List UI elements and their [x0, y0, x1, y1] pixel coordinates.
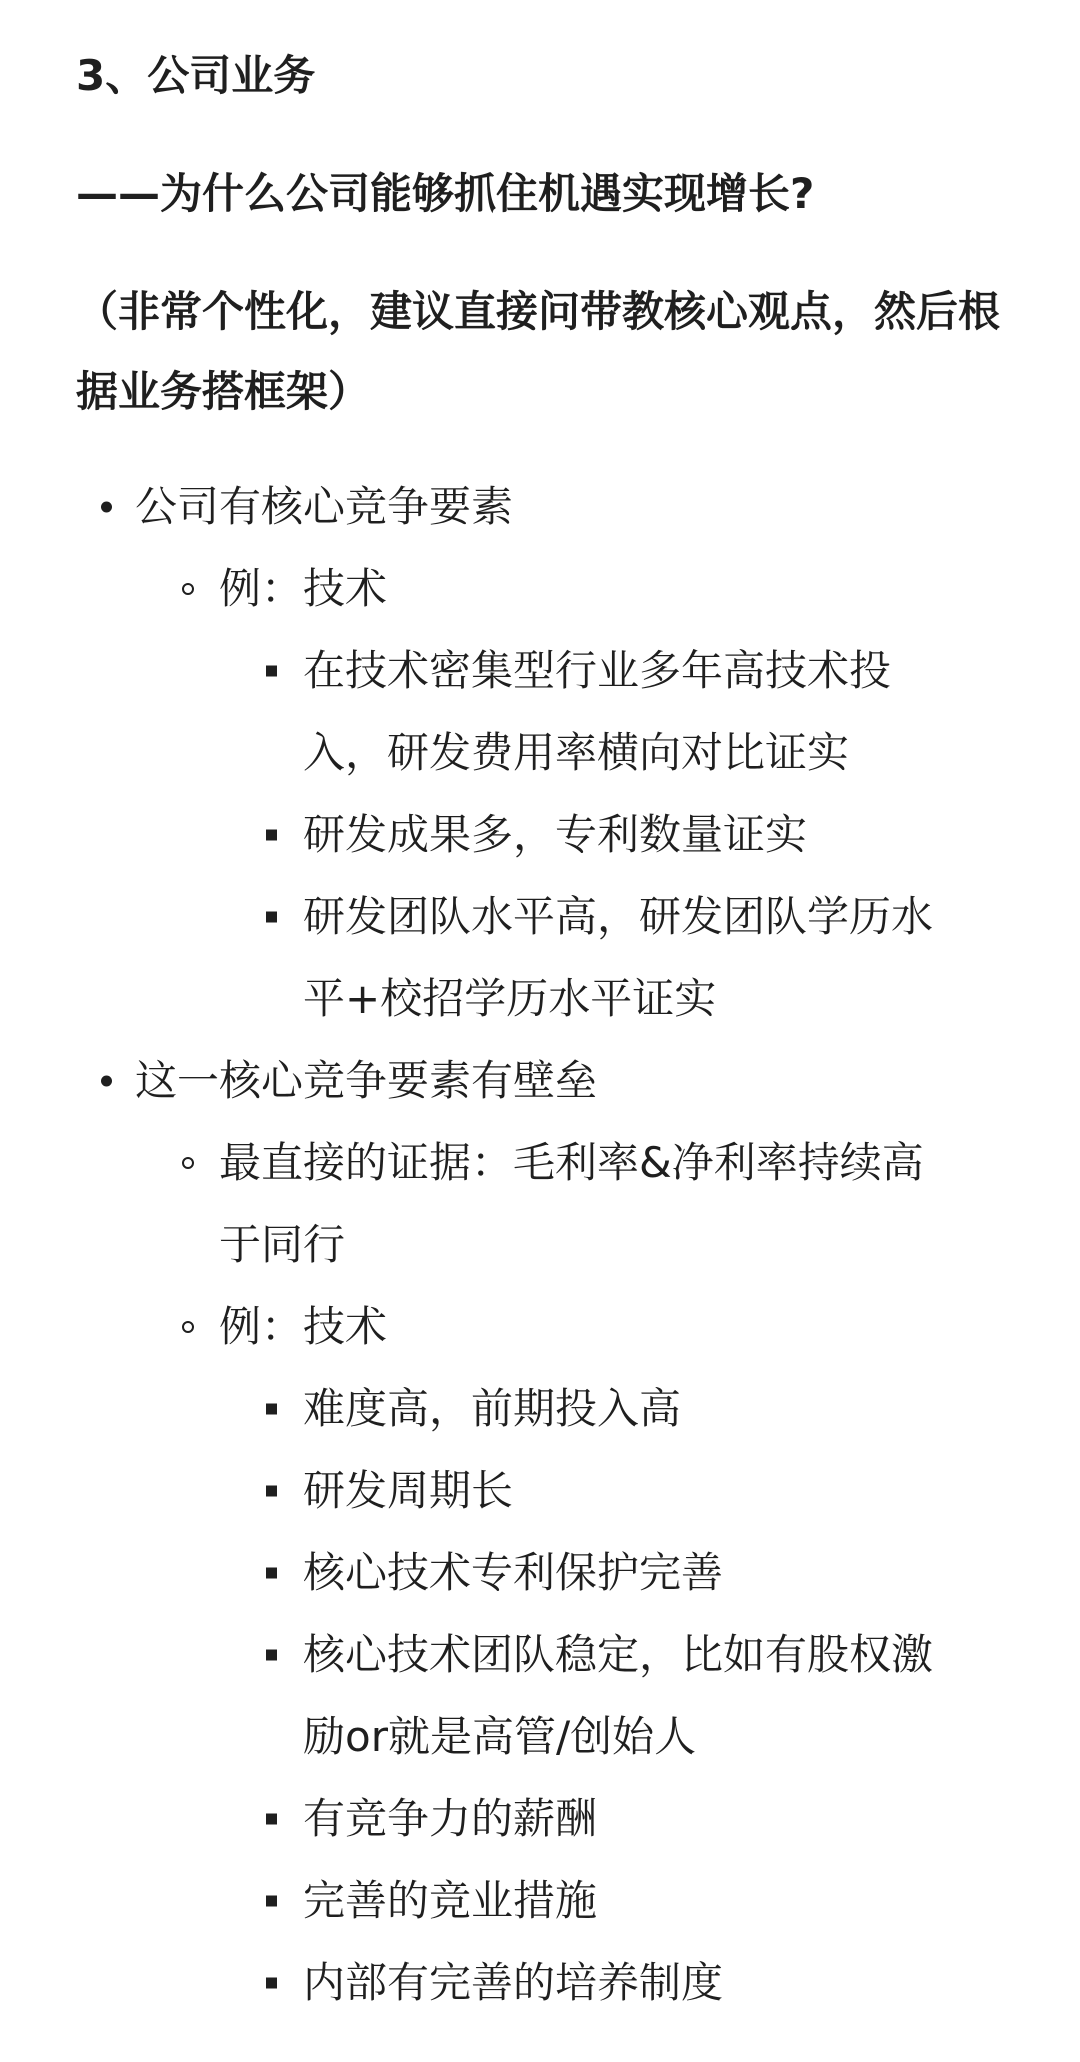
- section-title: 3、公司业务: [76, 51, 316, 100]
- list-item: [76, 1286, 1004, 1368]
- square-bullet-icon: [266, 830, 277, 841]
- list-item: [76, 1122, 1004, 1286]
- list-item: [76, 1450, 1004, 1532]
- square-bullet-icon: [266, 1568, 277, 1579]
- list-item: [76, 630, 1004, 794]
- square-bullet-icon: [266, 1650, 277, 1661]
- list-item: [76, 1860, 1004, 1942]
- list-item-text: 研发周期长: [303, 1466, 514, 1515]
- section-note: （非常个性化，建议直接问带教核心观点，然后根据业务搭框架）: [76, 287, 1001, 416]
- list-item-text: 公司有核心竞争要素: [135, 482, 514, 531]
- list-item: [76, 466, 1004, 548]
- outline-list: [76, 466, 1004, 2024]
- square-bullet-icon: [266, 666, 277, 677]
- square-bullet-icon: [266, 1486, 277, 1497]
- square-bullet-icon: [266, 1814, 277, 1825]
- list-item: [76, 1778, 1004, 1860]
- list-item-text: 例：技术: [219, 564, 388, 613]
- list-item-text: 核心技术专利保护完善: [303, 1548, 724, 1597]
- disc-bullet-icon: [101, 1076, 112, 1087]
- disc-bullet-icon: [101, 502, 112, 513]
- square-bullet-icon: [266, 1896, 277, 1907]
- list-item-text: 例：技术: [219, 1302, 388, 1351]
- list-item-text: 完善的竞业措施: [303, 1876, 598, 1925]
- list-item-text: 研发成果多，专利数量证实: [303, 810, 808, 859]
- list-item: [76, 794, 1004, 876]
- square-bullet-icon: [266, 912, 277, 923]
- circle-bullet-icon: [182, 583, 194, 595]
- square-bullet-icon: [266, 1978, 277, 1989]
- circle-bullet-icon: [182, 1157, 194, 1169]
- list-item: [76, 1040, 1004, 1122]
- list-item-text: 最直接的证据：毛利率&净利率持续高于同行: [219, 1138, 924, 1269]
- list-item-text: 难度高，前期投入高: [303, 1384, 682, 1433]
- list-item: [76, 1368, 1004, 1450]
- square-bullet-icon: [266, 1404, 277, 1415]
- circle-bullet-icon: [182, 1321, 194, 1333]
- list-item: [76, 1942, 1004, 2024]
- list-item-text: 这一核心竞争要素有壁垒: [135, 1056, 598, 1105]
- list-item-text: 在技术密集型行业多年高技术投入，研发费用率横向对比证实: [303, 646, 892, 777]
- list-item: [76, 1532, 1004, 1614]
- list-item-text: 有竞争力的薪酬: [303, 1794, 598, 1843]
- list-item-text: 研发团队水平高，研发团队学历水平+校招学历水平证实: [303, 892, 934, 1023]
- list-item: [76, 548, 1004, 630]
- section-subtitle: ——为什么公司能够抓住机遇实现增长?: [76, 169, 815, 218]
- list-item: [76, 1614, 1004, 1778]
- list-item-text: 内部有完善的培养制度: [303, 1958, 724, 2007]
- list-item: [76, 876, 1004, 1040]
- list-item-text: 核心技术团队稳定，比如有股权激励or就是高管/创始人: [303, 1630, 934, 1761]
